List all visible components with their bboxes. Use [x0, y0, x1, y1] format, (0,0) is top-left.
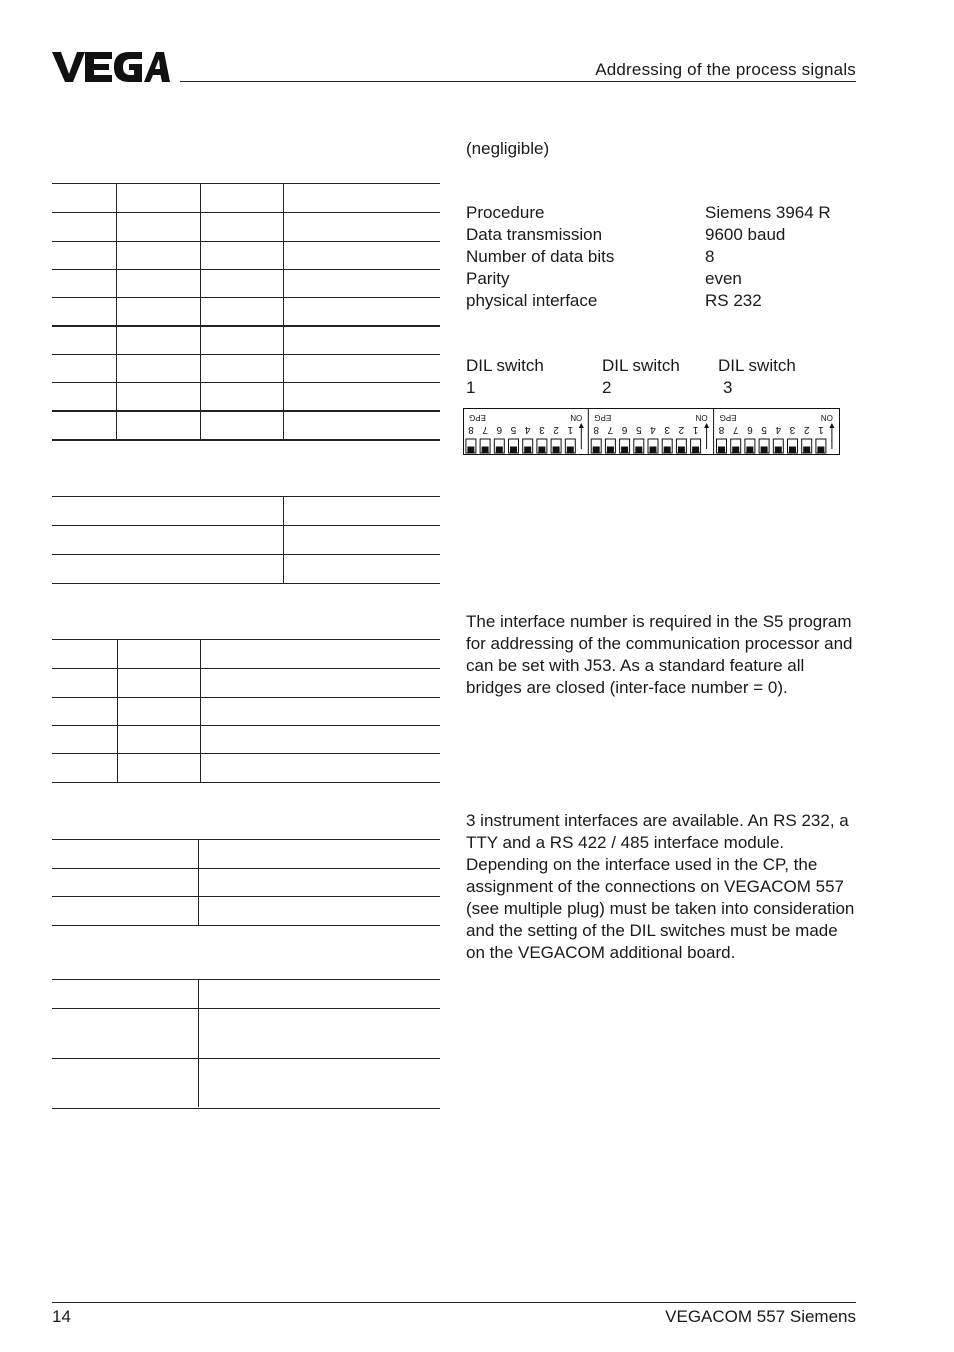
table-col-rule	[198, 979, 199, 1107]
dil-position-number: 1	[567, 424, 574, 435]
dil-position-number: 6	[496, 424, 503, 435]
table-rule	[52, 639, 440, 640]
dil-position-number: 7	[732, 424, 739, 435]
dil-switch-knob	[524, 447, 531, 453]
dil-on-label: ON	[695, 413, 708, 422]
dil-switch-knob	[607, 447, 614, 453]
table-rule	[52, 382, 440, 383]
section-title: Addressing of the process signals	[595, 60, 856, 79]
document-title: VEGACOM 557 Siemens	[665, 1307, 856, 1326]
dil-switch-block	[591, 413, 709, 453]
page-number: 14	[52, 1307, 71, 1326]
setting-label: physical interface	[466, 291, 598, 310]
dil-position-number: 4	[524, 424, 531, 435]
dil-arrow-head-icon	[579, 423, 584, 428]
table-rule	[52, 325, 440, 327]
setting-label: Procedure	[466, 203, 545, 222]
dil-position-number: 3	[539, 424, 545, 435]
dil-position-number: 1	[818, 424, 824, 435]
table-col-rule	[198, 839, 199, 925]
dil-position-number: 8	[468, 424, 474, 435]
dil-switch-knob	[538, 447, 545, 453]
dil-switch-knob	[775, 447, 782, 453]
table-rule	[52, 839, 440, 840]
table-col-rule	[283, 183, 284, 439]
dil-switch-number: 1	[466, 378, 476, 397]
dil-switch-number: 2	[602, 378, 612, 397]
table-rule	[52, 410, 440, 412]
dil-switch-knob	[732, 447, 739, 453]
table-rule	[52, 212, 440, 213]
header-rule	[180, 81, 856, 82]
dil-switch-label: DIL switch	[466, 356, 544, 375]
dil-epg-label: EPG	[469, 413, 486, 422]
dil-on-label: ON	[820, 413, 833, 422]
dil-switch-knob	[678, 447, 685, 453]
dil-switch-knob	[467, 447, 474, 453]
table-rule	[52, 979, 440, 980]
dil-switch-knob	[692, 447, 699, 453]
footer-rule	[52, 1302, 856, 1303]
dil-position-number: 5	[761, 424, 767, 435]
dil-switch-block	[466, 413, 584, 453]
dil-position-number: 6	[621, 424, 628, 435]
dil-switch-knob	[817, 447, 824, 453]
dil-switch-knob	[789, 447, 796, 453]
dil-switch-knob	[510, 447, 517, 453]
table-rule	[52, 896, 440, 897]
setting-label: Data transmission	[466, 225, 603, 244]
dil-switch-knob	[761, 447, 768, 453]
table-rule	[52, 1058, 440, 1059]
dil-position-number: 5	[636, 424, 642, 435]
table-rule	[52, 554, 440, 555]
dil-position-number: 4	[650, 424, 656, 435]
dil-position-number: 3	[789, 424, 796, 435]
dil-position-number: 3	[664, 424, 670, 435]
interface-number-paragraph: The interface number is required in the S5 program for addressing of the communication processor and can be set with J53. As a standard feature all bridges are closed (inter-face number = 0).	[466, 612, 853, 697]
table-rule	[52, 782, 440, 783]
dil-switch-knob	[803, 447, 810, 453]
dil-switch-knob	[635, 447, 642, 453]
setting-label: Number of data bits	[466, 247, 615, 266]
dil-position-number: 6	[747, 424, 753, 435]
table-rule	[52, 269, 440, 270]
table-col-rule	[283, 496, 284, 583]
dil-switch-knob	[496, 447, 503, 453]
setting-value: Siemens 3964 R	[705, 203, 831, 222]
dil-position-number: 2	[553, 424, 559, 435]
dil-switch-knob	[482, 447, 489, 453]
table-rule	[52, 496, 440, 497]
dil-switch-label: DIL switch	[602, 356, 680, 375]
dil-position-number: 1	[692, 424, 699, 435]
table-rule	[52, 668, 440, 669]
dil-switch-knob	[664, 447, 671, 453]
dil-switch-diagram	[463, 408, 840, 455]
dil-switch-label: DIL switch	[718, 356, 796, 375]
table-rule	[52, 725, 440, 726]
table-col-rule	[116, 183, 117, 439]
dil-switch-knob	[746, 447, 753, 453]
table-col-rule	[200, 183, 201, 439]
dil-position-number: 2	[678, 424, 685, 435]
table-col-rule	[117, 639, 118, 782]
dil-position-number: 7	[482, 424, 488, 435]
setting-value: 8	[705, 247, 715, 266]
dil-position-number: 2	[803, 424, 810, 435]
table-rule	[52, 868, 440, 869]
table-rule	[52, 1008, 440, 1009]
setting-value: 9600 baud	[705, 225, 786, 244]
table-rule	[52, 439, 440, 441]
table-rule	[52, 753, 440, 754]
table-rule	[52, 354, 440, 355]
dil-switch-knob	[593, 447, 600, 453]
dil-arrow-head-icon	[704, 423, 709, 428]
dil-switch-number: 3	[723, 378, 733, 397]
instrument-interfaces-paragraph: 3 instrument interfaces are available. An RS 232, a TTY and a RS 422 / 485 interface module. Depending on the interface used in the CP, the assignment of the connections on VEGACOM 557 (see multiple plug) must be taken into consideration and the setting of the DIL switches must be made on the VEGACOM additional board.	[466, 811, 855, 962]
vega-logo	[52, 50, 170, 84]
setting-label: Parity	[466, 269, 510, 288]
setting-value: even	[705, 269, 742, 288]
dil-arrow-head-icon	[829, 423, 834, 428]
setting-value: RS 232	[705, 291, 762, 310]
table-rule	[52, 241, 440, 242]
dil-epg-label: EPG	[719, 413, 737, 422]
negligible-note: (negligible)	[466, 139, 550, 158]
dil-position-number: 4	[775, 424, 782, 435]
dil-switch-knob	[650, 447, 657, 453]
table-rule	[52, 297, 440, 298]
dil-position-number: 7	[607, 424, 614, 435]
table-rule	[52, 525, 440, 526]
dil-position-number: 8	[718, 424, 725, 435]
dil-position-number: 8	[593, 424, 599, 435]
dil-switch-knob	[718, 447, 725, 453]
dil-switch-knob	[553, 447, 560, 453]
dil-switch-block	[717, 413, 835, 453]
dil-epg-label: EPG	[594, 413, 612, 422]
table-col-rule	[200, 639, 201, 782]
table-rule	[52, 183, 440, 184]
dil-switch-knob	[621, 447, 628, 453]
dil-on-label: ON	[570, 413, 583, 422]
dil-switch-knob	[567, 447, 574, 453]
dil-position-number: 5	[510, 424, 517, 435]
table-rule	[52, 1108, 440, 1109]
table-rule	[52, 697, 440, 698]
table-rule	[52, 583, 440, 584]
table-rule	[52, 925, 440, 926]
